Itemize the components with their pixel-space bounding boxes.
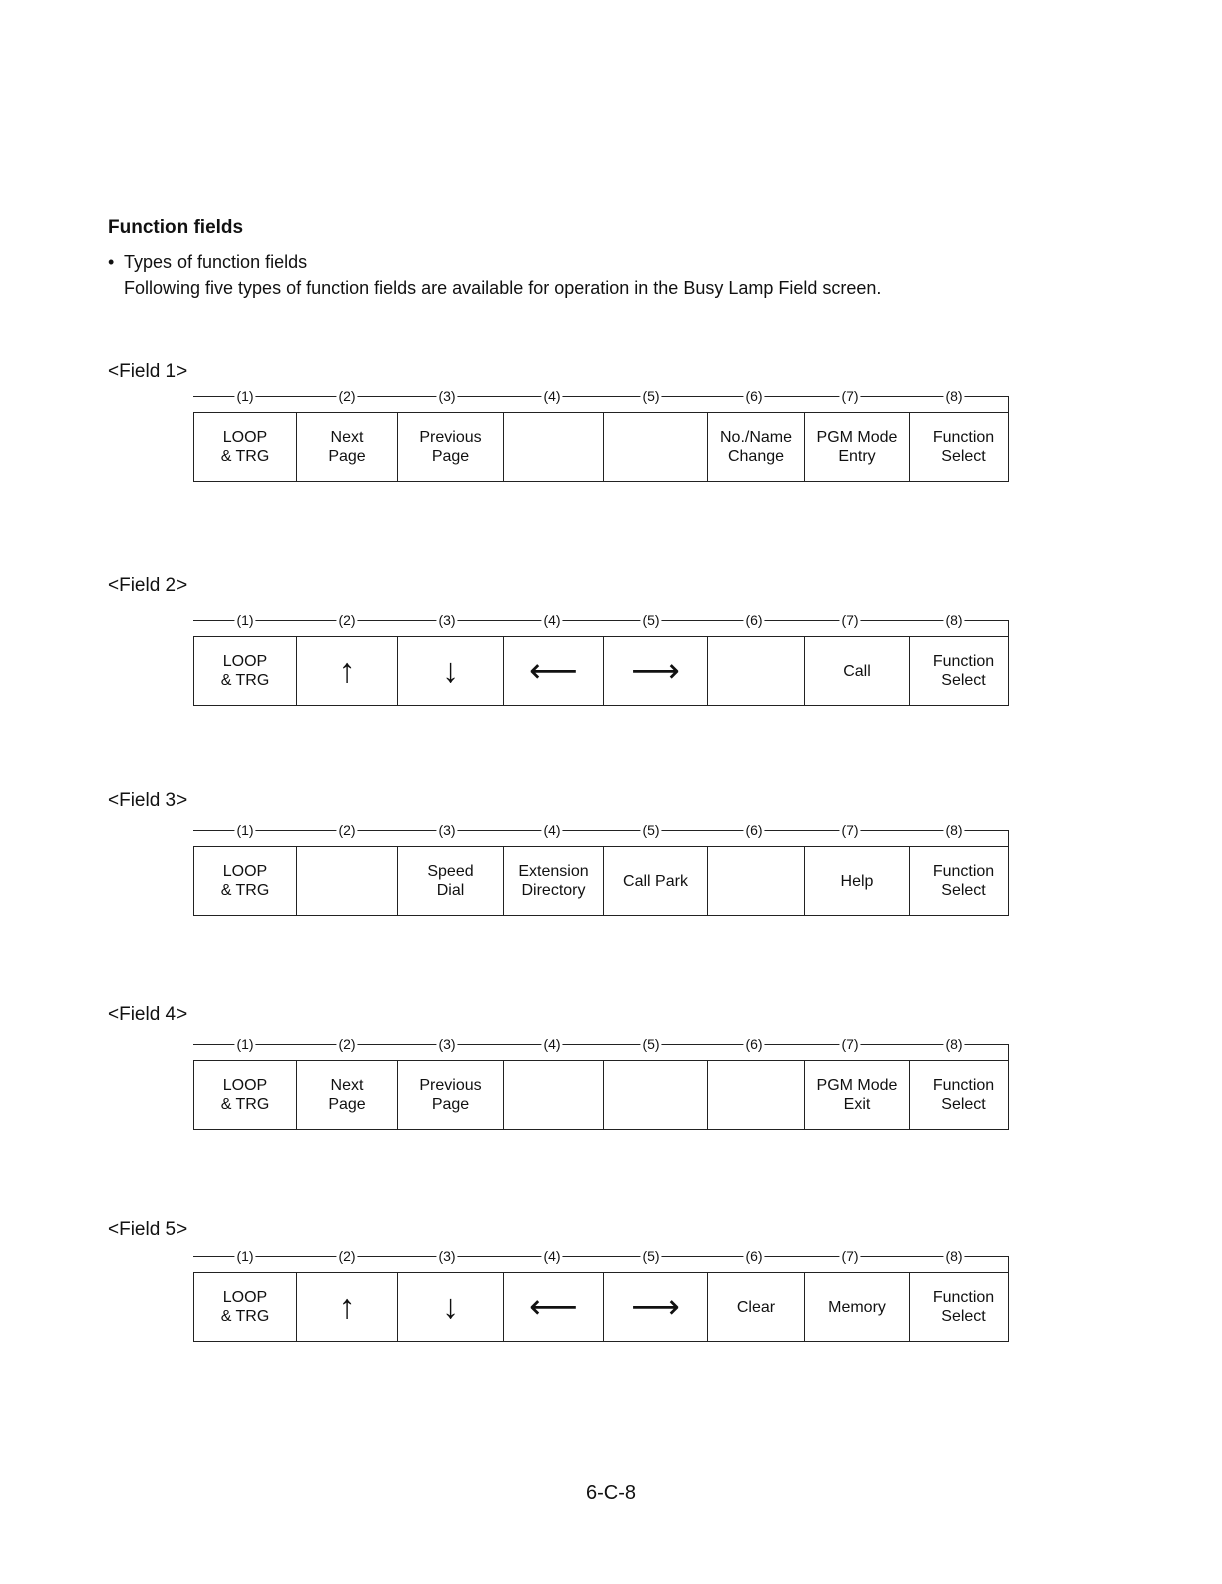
column-number: (4) bbox=[543, 388, 561, 404]
column-number: (4) bbox=[543, 822, 561, 838]
function-key-cell: LOOP & TRG bbox=[220, 1289, 270, 1325]
function-key-row bbox=[193, 412, 1009, 482]
column-number: (8) bbox=[945, 388, 963, 404]
bracket-line bbox=[193, 830, 1009, 831]
function-key-row bbox=[193, 846, 1009, 916]
function-key-cell: Help bbox=[804, 847, 909, 915]
column-number-row bbox=[193, 386, 1009, 412]
function-key-cell: LOOP & TRG bbox=[220, 863, 270, 899]
column-number-row bbox=[193, 1246, 1009, 1272]
function-key-cell: PGM Mode Entry bbox=[804, 413, 909, 481]
function-key-cell: Next Page bbox=[296, 413, 397, 481]
function-key-cell: Function Select bbox=[909, 847, 1017, 915]
function-key-cell: Extension Directory bbox=[503, 847, 603, 915]
bracket-end bbox=[1008, 830, 1009, 846]
bullet-item bbox=[108, 252, 307, 273]
column-number: (8) bbox=[945, 822, 963, 838]
page-number: 6-C-8 bbox=[585, 1482, 636, 1504]
function-key-cell: Clear bbox=[707, 1273, 804, 1341]
column-number: (3) bbox=[438, 1248, 456, 1264]
column-number: (1) bbox=[236, 612, 254, 628]
column-number: (5) bbox=[642, 388, 660, 404]
column-number: (6) bbox=[745, 1248, 763, 1264]
bullet-symbol: • bbox=[108, 252, 115, 272]
function-key-cell: LOOP & TRG bbox=[220, 1077, 270, 1113]
function-key-cell: Call Park bbox=[603, 847, 707, 915]
function-key-cell: LOOP & TRG bbox=[220, 653, 270, 689]
column-number: (6) bbox=[745, 388, 763, 404]
column-number: (7) bbox=[841, 1248, 859, 1264]
arrow-right-icon: ⟶ bbox=[603, 637, 707, 705]
column-number: (1) bbox=[236, 1036, 254, 1052]
bracket-line bbox=[193, 396, 1009, 397]
column-number: (7) bbox=[841, 1036, 859, 1052]
function-key-cell: Function Select bbox=[909, 1061, 1017, 1129]
empty-key-cell bbox=[707, 847, 804, 915]
function-key-cell: LOOP & TRG bbox=[220, 429, 270, 465]
empty-key-cell bbox=[707, 637, 804, 705]
field-label: <Field 1> bbox=[108, 361, 188, 382]
column-number: (1) bbox=[236, 388, 254, 404]
arrow-down-icon: ↓ bbox=[397, 637, 503, 705]
field-diagram bbox=[193, 386, 1009, 482]
column-number: (8) bbox=[945, 1248, 963, 1264]
bracket-end bbox=[1008, 396, 1009, 412]
function-key-cell: Previous Page bbox=[397, 1061, 503, 1129]
column-number: (5) bbox=[642, 822, 660, 838]
column-number-row bbox=[193, 820, 1009, 846]
column-number: (1) bbox=[236, 1248, 254, 1264]
function-key-cell: Previous Page bbox=[397, 413, 503, 481]
function-key-row bbox=[193, 636, 1009, 706]
arrow-up-icon: ↑ bbox=[296, 1273, 397, 1341]
column-number-row bbox=[193, 610, 1009, 636]
bracket-line bbox=[193, 1044, 1009, 1045]
column-number: (3) bbox=[438, 388, 456, 404]
bullet-description: Following five types of function fields are available for operation in the Busy Lamp Field screen. bbox=[124, 278, 882, 298]
field-diagram bbox=[193, 1034, 1009, 1130]
column-number: (5) bbox=[642, 1248, 660, 1264]
function-key-cell: Call bbox=[804, 637, 909, 705]
function-key-cell: No./Name Change bbox=[707, 413, 804, 481]
bullet-title: Types of function fields bbox=[124, 252, 308, 272]
column-number: (4) bbox=[543, 612, 561, 628]
column-number: (2) bbox=[338, 388, 356, 404]
function-key-cell: Next Page bbox=[296, 1061, 397, 1129]
column-number: (8) bbox=[945, 1036, 963, 1052]
bracket-line bbox=[193, 620, 1009, 621]
function-key-cell: PGM Mode Exit bbox=[804, 1061, 909, 1129]
column-number: (4) bbox=[543, 1248, 561, 1264]
empty-key-cell bbox=[296, 847, 397, 915]
field-diagram bbox=[193, 1246, 1009, 1342]
field-label: <Field 5> bbox=[108, 1219, 188, 1240]
empty-key-cell bbox=[503, 413, 603, 481]
arrow-right-icon: ⟶ bbox=[603, 1273, 707, 1341]
function-key-cell: Function Select bbox=[909, 413, 1017, 481]
function-key-cell: Function Select bbox=[909, 637, 1017, 705]
column-number: (6) bbox=[745, 822, 763, 838]
field-label: <Field 4> bbox=[108, 1004, 188, 1025]
field-diagram bbox=[193, 820, 1009, 916]
field-diagram bbox=[193, 610, 1009, 706]
field-label: <Field 2> bbox=[108, 575, 188, 596]
bracket-end bbox=[1008, 1044, 1009, 1060]
column-number: (6) bbox=[745, 612, 763, 628]
column-number: (2) bbox=[338, 1248, 356, 1264]
column-number: (5) bbox=[642, 612, 660, 628]
bracket-line bbox=[193, 1256, 1009, 1257]
bracket-end bbox=[1008, 1256, 1009, 1272]
column-number: (2) bbox=[338, 612, 356, 628]
column-number: (7) bbox=[841, 388, 859, 404]
column-number: (6) bbox=[745, 1036, 763, 1052]
empty-key-cell bbox=[603, 1061, 707, 1129]
function-key-row bbox=[193, 1060, 1009, 1130]
empty-key-cell bbox=[707, 1061, 804, 1129]
column-number: (2) bbox=[338, 1036, 356, 1052]
arrow-left-icon: ⟵ bbox=[503, 1273, 603, 1341]
function-key-cell: Function Select bbox=[909, 1273, 1017, 1341]
arrow-down-icon: ↓ bbox=[397, 1273, 503, 1341]
column-number: (4) bbox=[543, 1036, 561, 1052]
column-number-row bbox=[193, 1034, 1009, 1060]
empty-key-cell bbox=[603, 413, 707, 481]
column-number: (7) bbox=[841, 822, 859, 838]
arrow-left-icon: ⟵ bbox=[503, 637, 603, 705]
function-key-cell: Memory bbox=[804, 1273, 909, 1341]
column-number: (3) bbox=[438, 822, 456, 838]
column-number: (1) bbox=[236, 822, 254, 838]
column-number: (3) bbox=[438, 612, 456, 628]
section-heading: Function fields bbox=[108, 217, 244, 238]
column-number: (3) bbox=[438, 1036, 456, 1052]
field-label: <Field 3> bbox=[108, 790, 188, 811]
column-number: (5) bbox=[642, 1036, 660, 1052]
arrow-up-icon: ↑ bbox=[296, 637, 397, 705]
column-number: (8) bbox=[945, 612, 963, 628]
function-key-row bbox=[193, 1272, 1009, 1342]
bracket-end bbox=[1008, 620, 1009, 636]
function-key-cell: Speed Dial bbox=[397, 847, 503, 915]
column-number: (2) bbox=[338, 822, 356, 838]
empty-key-cell bbox=[503, 1061, 603, 1129]
column-number: (7) bbox=[841, 612, 859, 628]
